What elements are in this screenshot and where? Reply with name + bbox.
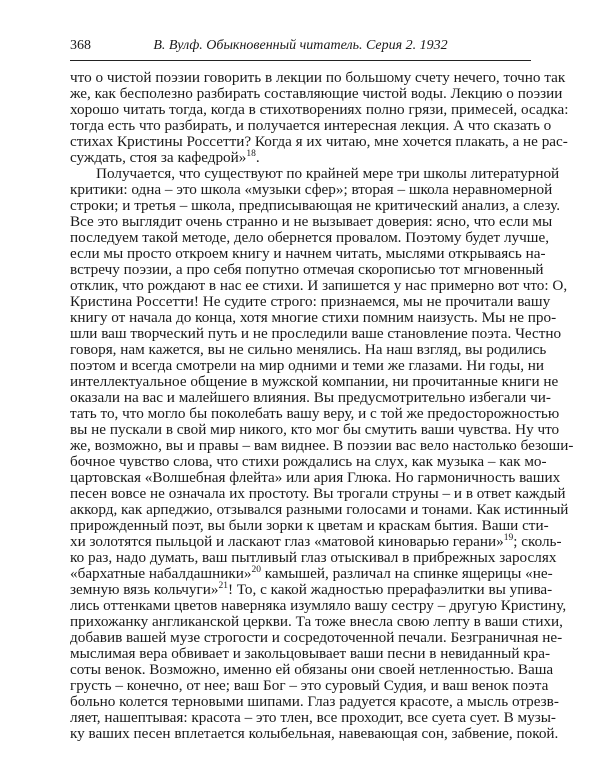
text-line [70,277,568,294]
text-segment: ! То, с какой жадностью прерафаэлитки вы упива- [227,581,553,598]
text-line [70,261,544,278]
text-line [70,421,560,438]
text-segment: земную вязь кольчуги» [70,581,219,598]
text-line [70,117,552,134]
text-segment: же, возможно, вы и правы – вам виднее. В поэзии вас вело настолько безоши- [70,437,574,454]
running-header [70,36,531,61]
text-line [70,709,556,726]
text-line [70,677,549,694]
text-line [70,693,559,710]
text-segment: «бархатные набалдашники» [70,565,252,582]
text-line [70,613,563,630]
text-segment: стихах Кристины Россетти? Когда я их читаю, мне хочется плакать, а не рас- [70,133,568,150]
text-line [70,325,562,342]
text-segment: хорошо читать тогда, когда в стихотворениях полно грязи, примесей, осадка: [70,101,569,118]
text-line [70,309,557,326]
text-segment: критики: одна – это школа «музыки сфер»; вторая – школа неравномерной [70,181,553,198]
text-line [70,133,568,150]
text-line [70,357,545,374]
text-segment: . [255,149,260,166]
text-segment: оказали на вас и малейшего влияния. Вы предусмотрительно избегали чи- [70,389,551,406]
text-segment: прирожденный поэт, вы были зорки к цветам и краскам бытия. Ваши сти- [70,517,549,534]
text-segment: интеллектуальное общение в мужской компании, ни прочитанные книги не [70,373,559,390]
text-segment: поэтом и всегда смотрели на мир одними и теми же глазами. Ни годы, ни [70,357,545,374]
text-segment: же, как бесполезно разбирать составляющие чистой воды. Лекцию о поэзии [70,85,563,102]
text-segment: суждать, стоя за кафедрой» [70,149,247,166]
text-segment: ляет, нашептывая: красота – это тлен, все проходит, все суета сует. В музы- [70,709,556,726]
text-segment: книгу от начала до конца, хотя многие стихи помним наизусть. Мы не про- [70,309,557,326]
text-segment: прихожанку англиканской церкви. Та тоже внесла свою лепту в ваши стихи, [70,613,563,630]
text-line [70,581,553,598]
text-line [70,165,560,182]
footnote-ref: 20 [251,565,261,575]
text-line [70,517,549,534]
text-segment: говоря, нам кажется, вы не сильно менялись. На наш взгляд, вы родились [70,341,547,358]
text-segment: камышей, различал на спинке ящерицы «не- [260,565,553,582]
text-line [70,549,557,566]
text-segment: строки; и третья – школа, предписывающая не критический анализ, а слезу. [70,197,561,214]
text-line [70,213,553,230]
text-line [70,101,569,118]
text-line [70,197,561,214]
footnote-ref: 19 [503,533,514,543]
text-line [70,629,563,646]
text-segment: песен вовсе не означала их простоту. Вы трогали струны – и в ответ каждый [70,485,566,502]
text-segment: шли ваш творческий путь и не проследили ваше становление поэта. Честно [70,325,562,342]
text-line [70,501,569,518]
text-line [70,645,551,662]
text-line [70,469,561,486]
text-segment: цартовская «Волшебная флейта» или ария Глюка. Но гармоничность ваших [70,469,561,486]
text-line [70,293,551,310]
text-line [70,389,551,406]
text-line [70,533,562,550]
text-segment: ко раз, надо думать, ваш пытливый глаз отыскивал в прибрежных зарослях [70,549,557,566]
text-line [70,341,547,358]
text-segment: Получается, что существуют по крайней мере три школы литературной [96,165,560,182]
footnote-ref: 21 [218,581,228,591]
text-line [70,373,559,390]
text-line [70,181,553,198]
text-line [70,85,563,102]
text-segment: Кристина Россетти! Не судите строго: признаемся, мы не прочитали вашу [70,293,551,310]
text-segment: больно колется терновыми шипами. Глаз радуется красоте, а мысль отрезв- [70,693,559,710]
text-segment: добавив вашей музе строгости и сосредоточенной печали. Безграничная не- [70,629,563,646]
text-line [70,597,567,614]
text-line [70,725,559,742]
text-segment: что о чистой поэзии говорить в лекции по большому счету нечего, точно так [70,69,566,86]
text-segment: последуем такой методе, дело обернется провалом. Поэтому будет лучше, [70,229,550,246]
text-line [70,565,553,582]
text-segment: ; сколь- [513,533,562,550]
text-line [70,245,546,262]
body-text [70,69,574,742]
text-segment: мыслимая вера обвивает и закольцовывает ваши песни в невиданный кра- [70,645,551,662]
text-segment: бочное чувство слова, что стихи рождались на слух, как музыка – как мо- [70,453,547,470]
text-line [70,150,531,166]
text-segment: отклик, что рождают в нас ее стихи. И запишется у нас примерно вот что: О, [70,277,568,294]
text-line [70,485,566,502]
text-segment: хи золотятся пыльцой и ласкают глаз «матовой киноварью герани» [70,533,504,550]
text-segment: если мы просто откроем книгу и начнем читать, мыслями открываясь на- [70,245,546,262]
text-segment: грусть – конечно, от нее; ваш Бог – это суровый Судия, и ваш венок поэта [70,677,549,694]
text-segment: аккорд, как арпеджио, отзывался разными голосами и тонами. Как истинный [70,501,569,518]
running-title: В. Вулф. Обыкновенный читатель. Серия 2. 1932 [153,38,448,53]
text-line [70,69,566,86]
text-line [70,453,547,470]
text-segment: Все это выглядит очень странно и не вызывает доверия: ясно, что если мы [70,213,553,230]
text-segment: ку ваших песен вплетается колыбельная, навевающая сон, забвение, покой. [70,725,559,742]
text-segment: лись оттенками цветов наверняка изумляло вашу сестру – другую Кристину, [70,597,567,614]
footnote-ref: 18 [246,149,256,159]
text-segment: соты венок. Возможно, именно ей обязаны они своей нетленностью. Ваша [70,661,554,678]
page-number: 368 [70,38,91,53]
text-segment: тать то, что могло бы поколебать вашу веру, и с той же предосторожностью [70,405,560,422]
text-line [70,229,550,246]
text-segment: встречу поэзии, а про себя попутно отмечая скорописью тот мгновенный [70,261,544,278]
text-segment: вы не пускали в свой мир никого, кто мог бы смутить ваши чувства. Ну что [70,421,560,438]
text-line [70,405,560,422]
text-segment: тогда есть что разбирать, и получается интересная лекция. А что сказать о [70,117,552,134]
text-line [70,437,574,454]
text-line [70,661,554,678]
